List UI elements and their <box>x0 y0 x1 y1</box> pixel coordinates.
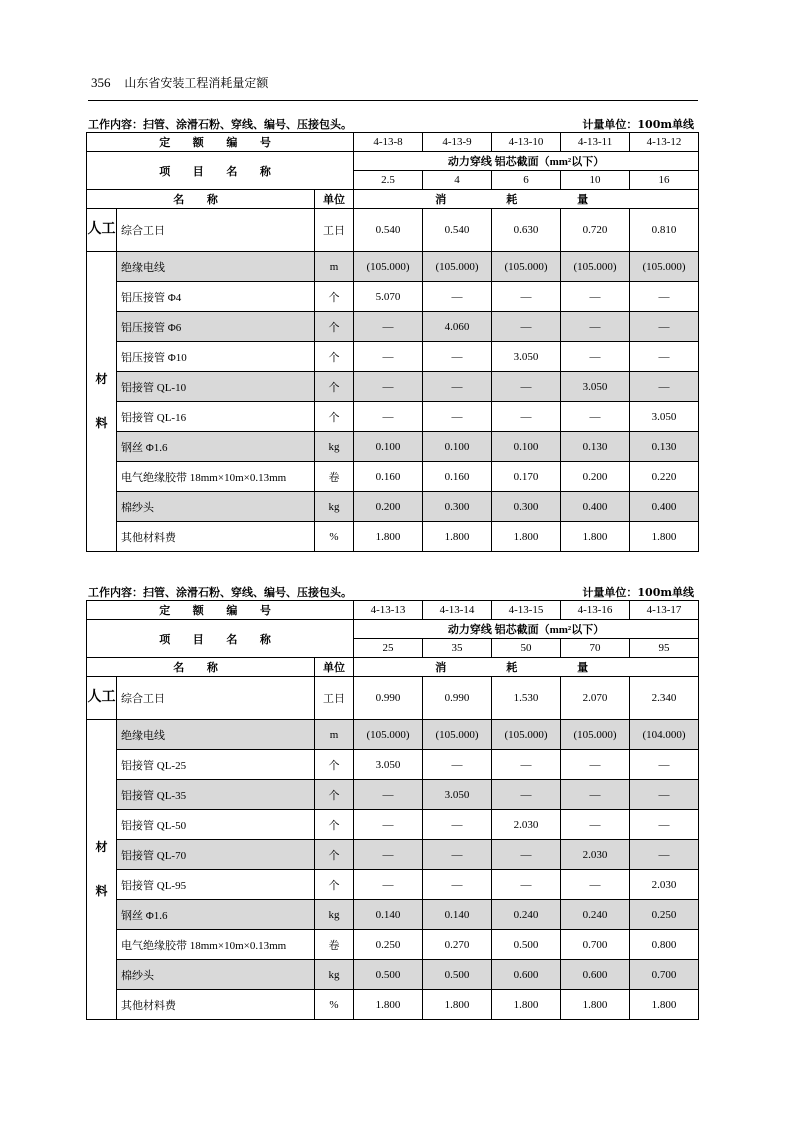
material-value: — <box>630 810 699 840</box>
col-consumption-header: 消 耗 量 <box>354 190 699 209</box>
material-value: 0.300 <box>492 492 561 522</box>
work-content: 工作内容：扫管、涂滑石粉、穿线、编号、压接包头。 <box>88 586 352 599</box>
material-value: 0.270 <box>423 930 492 960</box>
labor-value: 0.720 <box>561 209 630 252</box>
group-title: 动力穿线 铝芯截面（mm²以下） <box>354 152 699 171</box>
material-value: — <box>492 372 561 402</box>
material-name: 绝缘电线 <box>117 720 315 750</box>
quota-code: 4-13-14 <box>423 601 492 620</box>
material-value: 1.800 <box>423 522 492 552</box>
material-value: 0.200 <box>561 462 630 492</box>
material-unit: 个 <box>315 780 354 810</box>
material-unit: 卷 <box>315 930 354 960</box>
labor-unit: 工日 <box>315 209 354 252</box>
material-value: — <box>354 312 423 342</box>
material-category <box>87 252 117 552</box>
material-value: — <box>630 750 699 780</box>
group-title: 动力穿线 铝芯截面（mm²以下） <box>354 620 699 639</box>
material-value: 0.800 <box>630 930 699 960</box>
material-value: 3.050 <box>354 750 423 780</box>
material-value: 0.700 <box>630 960 699 990</box>
quota-code-label: 定 额 编 号 <box>87 133 354 152</box>
material-value: — <box>354 372 423 402</box>
material-value: 1.800 <box>492 522 561 552</box>
material-value: 3.050 <box>630 402 699 432</box>
material-unit: 个 <box>315 750 354 780</box>
labor-value: 2.070 <box>561 677 630 720</box>
material-value: — <box>561 780 630 810</box>
material-value: 0.400 <box>561 492 630 522</box>
cross-section-size: 35 <box>423 639 492 658</box>
material-value: — <box>354 342 423 372</box>
cross-section-size: 10 <box>561 171 630 190</box>
meta-line <box>86 116 698 132</box>
quota-code: 4-13-13 <box>354 601 423 620</box>
material-name: 铝接管 QL-50 <box>117 810 315 840</box>
material-unit: 个 <box>315 312 354 342</box>
material-value: — <box>561 312 630 342</box>
quota-code: 4-13-11 <box>561 133 630 152</box>
material-value: 1.800 <box>630 522 699 552</box>
material-value: — <box>423 342 492 372</box>
quota-code: 4-13-17 <box>630 601 699 620</box>
labor-value: 0.810 <box>630 209 699 252</box>
material-value: — <box>630 372 699 402</box>
material-value: 0.100 <box>492 432 561 462</box>
material-value: — <box>492 780 561 810</box>
material-value: — <box>492 750 561 780</box>
col-name-header: 名 称 <box>87 190 315 209</box>
item-name-label: 项 目 名 称 <box>87 620 354 658</box>
col-consumption-header: 消 耗 量 <box>354 658 699 677</box>
item-name-label: 项 目 名 称 <box>87 152 354 190</box>
material-category <box>87 720 117 1020</box>
quota-code: 4-13-9 <box>423 133 492 152</box>
measure-unit: 计量单位：100m单线 <box>582 586 694 599</box>
header-rule <box>88 100 698 101</box>
quota-code: 4-13-12 <box>630 133 699 152</box>
material-category-char: 材 <box>95 840 108 855</box>
material-category-char: 料 <box>95 415 108 430</box>
labor-value: 0.990 <box>354 677 423 720</box>
material-value: (105.000) <box>354 720 423 750</box>
material-value: (105.000) <box>423 252 492 282</box>
material-value: 0.140 <box>423 900 492 930</box>
page-number: 356 <box>91 75 111 90</box>
quota-section-a <box>86 116 698 552</box>
quota-table <box>86 132 699 552</box>
material-name: 电气绝缘胶带 18mm×10m×0.13mm <box>117 462 315 492</box>
material-value: 3.050 <box>423 780 492 810</box>
material-unit: % <box>315 522 354 552</box>
material-value: 1.800 <box>354 522 423 552</box>
material-value: — <box>561 282 630 312</box>
material-name: 其他材料费 <box>117 522 315 552</box>
material-value: — <box>354 810 423 840</box>
material-unit: kg <box>315 960 354 990</box>
cross-section-size: 70 <box>561 639 630 658</box>
material-value: — <box>492 282 561 312</box>
quota-code: 4-13-10 <box>492 133 561 152</box>
labor-value: 0.630 <box>492 209 561 252</box>
material-value: (105.000) <box>561 252 630 282</box>
material-value: (105.000) <box>492 252 561 282</box>
material-value: (105.000) <box>354 252 423 282</box>
col-unit-header: 单位 <box>315 658 354 677</box>
meta-line <box>86 584 698 600</box>
cross-section-size: 2.5 <box>354 171 423 190</box>
quota-code: 4-13-15 <box>492 601 561 620</box>
measure-unit: 计量单位：100m单线 <box>582 118 694 131</box>
material-value: — <box>561 750 630 780</box>
material-value: 0.600 <box>492 960 561 990</box>
material-name: 铝接管 QL-16 <box>117 402 315 432</box>
material-value: — <box>492 840 561 870</box>
cross-section-size: 25 <box>354 639 423 658</box>
material-value: 1.800 <box>354 990 423 1020</box>
material-category-char: 料 <box>95 883 108 898</box>
labor-item-name: 综合工日 <box>117 209 315 252</box>
material-value: 1.800 <box>561 522 630 552</box>
material-value: 0.160 <box>423 462 492 492</box>
material-value: — <box>423 810 492 840</box>
book-title: 山东省安装工程消耗量定额 <box>124 76 269 90</box>
labor-item-name: 综合工日 <box>117 677 315 720</box>
material-value: — <box>423 372 492 402</box>
cross-section-size: 50 <box>492 639 561 658</box>
material-value: 0.400 <box>630 492 699 522</box>
material-value: 0.250 <box>630 900 699 930</box>
material-value: 0.300 <box>423 492 492 522</box>
material-value: (105.000) <box>561 720 630 750</box>
material-unit: m <box>315 720 354 750</box>
quota-code: 4-13-16 <box>561 601 630 620</box>
material-value: — <box>423 402 492 432</box>
cross-section-size: 6 <box>492 171 561 190</box>
material-value: 0.130 <box>630 432 699 462</box>
material-value: — <box>423 282 492 312</box>
material-value: — <box>630 342 699 372</box>
material-category-char: 材 <box>95 372 108 387</box>
material-value: — <box>492 870 561 900</box>
material-value: — <box>561 810 630 840</box>
material-unit: kg <box>315 900 354 930</box>
material-value: — <box>354 870 423 900</box>
labor-value: 0.990 <box>423 677 492 720</box>
material-value: 2.030 <box>561 840 630 870</box>
material-unit: 个 <box>315 372 354 402</box>
material-value: 3.050 <box>492 342 561 372</box>
material-unit: kg <box>315 492 354 522</box>
material-name: 电气绝缘胶带 18mm×10m×0.13mm <box>117 930 315 960</box>
material-unit: kg <box>315 432 354 462</box>
cross-section-size: 95 <box>630 639 699 658</box>
material-value: (105.000) <box>492 720 561 750</box>
material-name: 棉纱头 <box>117 492 315 522</box>
material-value: 1.800 <box>423 990 492 1020</box>
material-name: 铝接管 QL-25 <box>117 750 315 780</box>
col-name-header: 名 称 <box>87 658 315 677</box>
material-unit: % <box>315 990 354 1020</box>
material-value: 0.240 <box>561 900 630 930</box>
material-name: 铝压接管 Φ4 <box>117 282 315 312</box>
labor-value: 2.340 <box>630 677 699 720</box>
cross-section-size: 16 <box>630 171 699 190</box>
quota-table <box>86 600 699 1020</box>
material-name: 铝接管 QL-10 <box>117 372 315 402</box>
material-name: 铝接管 QL-70 <box>117 840 315 870</box>
labor-category: 人工 <box>87 677 117 720</box>
material-name: 钢丝 Φ1.6 <box>117 432 315 462</box>
material-name: 钢丝 Φ1.6 <box>117 900 315 930</box>
material-value: 1.800 <box>492 990 561 1020</box>
material-value: — <box>354 402 423 432</box>
material-value: 5.070 <box>354 282 423 312</box>
material-unit: 个 <box>315 840 354 870</box>
material-value: — <box>423 870 492 900</box>
material-value: — <box>354 840 423 870</box>
material-value: 0.100 <box>354 432 423 462</box>
material-value: — <box>492 312 561 342</box>
material-value: — <box>630 780 699 810</box>
col-unit-header: 单位 <box>315 190 354 209</box>
material-value: 0.500 <box>423 960 492 990</box>
labor-value: 0.540 <box>423 209 492 252</box>
material-value: — <box>561 342 630 372</box>
material-value: 0.500 <box>354 960 423 990</box>
material-value: — <box>630 312 699 342</box>
work-content: 工作内容：扫管、涂滑石粉、穿线、编号、压接包头。 <box>88 118 352 131</box>
material-unit: 个 <box>315 282 354 312</box>
quota-section-b <box>86 584 698 1020</box>
labor-category: 人工 <box>87 209 117 252</box>
material-value: — <box>561 870 630 900</box>
material-value: 0.130 <box>561 432 630 462</box>
material-name: 铝压接管 Φ10 <box>117 342 315 372</box>
material-value: 0.160 <box>354 462 423 492</box>
quota-code: 4-13-8 <box>354 133 423 152</box>
labor-value: 1.530 <box>492 677 561 720</box>
material-value: — <box>423 840 492 870</box>
material-value: 1.800 <box>630 990 699 1020</box>
material-value: 0.170 <box>492 462 561 492</box>
material-value: 0.140 <box>354 900 423 930</box>
material-value: 2.030 <box>630 870 699 900</box>
material-unit: 个 <box>315 810 354 840</box>
page-header <box>91 74 268 91</box>
material-name: 铝接管 QL-35 <box>117 780 315 810</box>
labor-unit: 工日 <box>315 677 354 720</box>
cross-section-size: 4 <box>423 171 492 190</box>
material-value: 1.800 <box>561 990 630 1020</box>
material-unit: m <box>315 252 354 282</box>
material-name: 铝接管 QL-95 <box>117 870 315 900</box>
material-unit: 个 <box>315 402 354 432</box>
material-value: 0.250 <box>354 930 423 960</box>
material-value: (105.000) <box>423 720 492 750</box>
material-unit: 个 <box>315 870 354 900</box>
material-value: (104.000) <box>630 720 699 750</box>
material-value: 0.240 <box>492 900 561 930</box>
material-value: 0.100 <box>423 432 492 462</box>
material-unit: 卷 <box>315 462 354 492</box>
material-unit: 个 <box>315 342 354 372</box>
material-value: 0.200 <box>354 492 423 522</box>
material-value: 2.030 <box>492 810 561 840</box>
material-value: 0.700 <box>561 930 630 960</box>
material-name: 其他材料费 <box>117 990 315 1020</box>
material-value: 4.060 <box>423 312 492 342</box>
material-name: 绝缘电线 <box>117 252 315 282</box>
material-value: — <box>630 840 699 870</box>
labor-value: 0.540 <box>354 209 423 252</box>
material-value: 0.220 <box>630 462 699 492</box>
material-value: 3.050 <box>561 372 630 402</box>
material-value: (105.000) <box>630 252 699 282</box>
material-value: — <box>492 402 561 432</box>
material-value: — <box>354 780 423 810</box>
material-name: 棉纱头 <box>117 960 315 990</box>
material-value: 0.600 <box>561 960 630 990</box>
material-value: — <box>423 750 492 780</box>
material-value: 0.500 <box>492 930 561 960</box>
material-value: — <box>630 282 699 312</box>
material-value: — <box>561 402 630 432</box>
quota-code-label: 定 额 编 号 <box>87 601 354 620</box>
material-name: 铝压接管 Φ6 <box>117 312 315 342</box>
